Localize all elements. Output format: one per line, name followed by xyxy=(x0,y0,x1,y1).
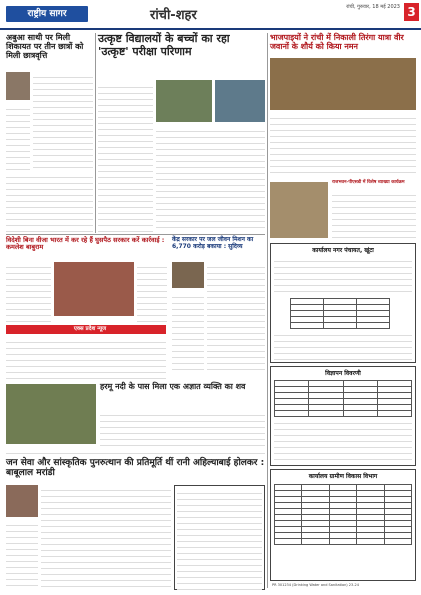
story-photo-7 xyxy=(6,485,38,517)
story-photo-6 xyxy=(6,384,96,444)
notice-box xyxy=(174,485,265,590)
ad-text-1b xyxy=(274,330,412,360)
story-text-3 xyxy=(270,113,416,178)
story-headline-5: केंद्र सरकार पर जल जीवन मिशन का 6,770 करोड़ बकाया : सुदिव्य xyxy=(172,236,254,250)
ad-title-2: विज्ञापन विवरणी xyxy=(325,370,361,377)
story-headline-3: भाजपाइयों ने रांची में निकाली तिरंगा यात्रा वीर जवानों के शौर्य को किया नमन xyxy=(270,33,404,52)
story-headline-2: उत्कृष्ट विद्यालयों के बच्चों का रहा 'उत्कृष्ट' परीक्षा परिणाम xyxy=(98,32,230,58)
story-text-5b xyxy=(172,292,204,372)
page-number: 3 xyxy=(404,3,419,21)
story-text-9 xyxy=(332,190,416,240)
story-text-8 xyxy=(6,337,166,381)
story-text-4b xyxy=(137,262,167,322)
story-headline-7: जन सेवा और सांस्कृतिक पुनरुत्थान की प्रतिमूर्ति थीं रानी अहिल्याबाई होलकर : बाबूलाल मरांडी xyxy=(6,458,265,479)
story-text-1c xyxy=(6,172,93,232)
story-photo-5 xyxy=(172,262,204,288)
ad-table-2 xyxy=(274,380,412,417)
story-photo-9 xyxy=(270,182,328,238)
story-text-5 xyxy=(207,262,265,372)
story-text-7b xyxy=(6,520,38,590)
story-text-6 xyxy=(100,410,265,448)
story-photo-1 xyxy=(6,72,30,100)
ad-table-3 xyxy=(274,484,412,545)
story-photo-3 xyxy=(270,58,416,110)
story-photo-2 xyxy=(156,80,212,122)
story-headline-6: हरमू नदी के पास मिला एक अज्ञात व्यक्ति का शव xyxy=(100,382,246,391)
ad-title-1: कार्यालय नगर पंचायत, खूंटा xyxy=(312,247,374,254)
row-rule-1 xyxy=(6,234,265,235)
story-text-7 xyxy=(41,485,171,590)
section-title: रांची-शहर xyxy=(150,8,197,23)
story-headline-9: राजभवन-पीएसडी में विशेष व्याख्या कार्यक्रम xyxy=(332,180,405,185)
story-text-1 xyxy=(33,72,93,172)
story-text-2b xyxy=(156,126,265,232)
ad-text-2 xyxy=(274,418,412,463)
ad-table-1 xyxy=(290,298,390,329)
column-rule-1 xyxy=(95,33,96,233)
story-text-2 xyxy=(98,82,153,232)
story-headline-4: विदेशी बिना वीजा भारत में कर रहे हैं घुसपैठ सरकार करें कार्रवाई : कमलेश बाबुराम xyxy=(6,236,165,252)
ad-title-3: कार्यालय ग्रामीण विकास विभाग xyxy=(308,473,378,480)
newspaper-logo: राष्ट्रीय सागर xyxy=(6,6,88,22)
column-rule-2 xyxy=(267,33,268,588)
story-headline-8: एक्स प्रदेश न्यूज xyxy=(73,326,107,332)
ad-text-1 xyxy=(274,256,412,296)
date-line: रांची, गुरुवार, 18 मई 2023 xyxy=(346,4,400,10)
ad-footer-code: PR 301234 (Drinking Water and Sanitation) 23-24 xyxy=(272,583,359,587)
story-photo-2b xyxy=(215,80,265,122)
story-text-1b xyxy=(6,104,30,172)
story-text-6b xyxy=(6,448,265,458)
story-text-4 xyxy=(6,262,51,322)
story-headline-1: अबुआ साथी पर मिली शिकायत पर तीन छात्रों को मिली छात्रवृत्ति xyxy=(6,33,84,61)
story-photo-4 xyxy=(54,262,134,316)
